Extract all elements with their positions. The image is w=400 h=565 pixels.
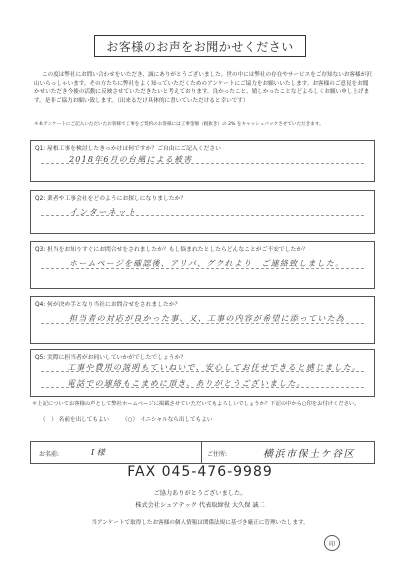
consent-label: イニシャルなら出してもよい — [140, 417, 213, 423]
handwritten-answer-line1: 工事や費用の説明もていねいで、安心してお任せできると感じました。 — [67, 363, 362, 372]
question-label: Q4: 何が決め手となり当社にお問合せをされましたか？ — [35, 302, 181, 308]
question-box-q5 — [30, 349, 375, 397]
consent-heading: ＊上記についてお客様の声として弊社ホームページに掲載させていただいてもよろしいでしょうか？下記の中から○印をお付けください。 — [32, 401, 360, 407]
divider — [201, 442, 202, 463]
name-value: I 様 — [91, 448, 105, 457]
handwritten-answer: 2018年6月の台風による被害 — [69, 155, 193, 164]
question-label: Q3: 担当をお知りすぐにお問合せをされましたか？もし悩まれたとしたらどんなことがご不安でしたか？ — [35, 247, 308, 253]
thanks-text: ご協力ありがとうございました。 — [153, 490, 247, 497]
handwritten-answer: インターネット — [69, 208, 137, 218]
question-label: Q1: 屋根工事を検討したきっかけは何ですか？ご自由にご記入ください — [35, 146, 221, 152]
name-label: お名前: — [39, 451, 60, 458]
fax-number: FAX 045-476-9989 — [127, 464, 273, 480]
intro-paragraph: この度は弊社にお問い合わせをいただき、誠にありがとうございました。世の中には弊社の存在やサービスをご存知ないお客様が沢山いらっしゃいます。その方たちに弊社をよく知っていただくためのアンケートにご協力をお願いいたします。お客様のご意見をお聞かせいただき今後の活動に反映させていただきたいと考えております。良かったこと、嬉しかったことなどよろしくお願い申し上げます。是非ご協力お願い致します。（出来るだけ具体的に書いていただけると幸いです） — [34, 72, 372, 104]
consent-label: 名前を出してもよい — [58, 417, 110, 423]
consent-option-full-name[interactable] — [40, 415, 109, 423]
privacy-notice: 当アンケートで取得したお客様の個人情報は関係法規に基づき厳正に管理いたします。 — [91, 520, 309, 526]
consent-mark: （○） — [122, 417, 139, 423]
handwritten-answer: ホームページを確認後、アリバ、グクれより ご連絡致しました。 — [69, 259, 345, 268]
question-label: Q2: 業者や工事会社をどのようにお探しになりましたか？ — [35, 196, 187, 202]
cashback-note: ＊本アンケートにご記入いただいたお客様で工事をご契約のお客様には工事金額（税抜き）の 2% をキャッシュバックさせていただきます。 — [34, 122, 324, 127]
consent-option-initials[interactable] — [122, 415, 212, 423]
consent-mark: （ ） — [40, 417, 57, 423]
question-box-q2 — [30, 190, 375, 234]
page-title: お客様のお声をお聞かせください — [94, 35, 306, 57]
handwritten-answer: 担当者の対応が良かった事、又、工事の内容が希望に添っていた為 — [69, 314, 345, 323]
question-label: Q5: 実際に担当者がお伺いしていかがでしたでしょうか？ — [35, 355, 187, 361]
question-box-q1 — [30, 140, 375, 182]
address-label: ご住所: — [207, 451, 228, 458]
stamp-seal — [324, 535, 340, 551]
company-name: 株式会社シェアテック 代表取締役 大久保 誠二 — [135, 502, 265, 509]
question-box-q3 — [30, 241, 375, 289]
stamp-text: 印 — [328, 540, 335, 548]
question-box-q4 — [30, 296, 375, 344]
address-value: 横浜市保土ケ谷区 — [263, 449, 355, 460]
name-address-box — [30, 441, 375, 464]
handwritten-answer-line2: 電話での連絡もこまめに頂き、ありがとうございました。 — [67, 379, 306, 388]
